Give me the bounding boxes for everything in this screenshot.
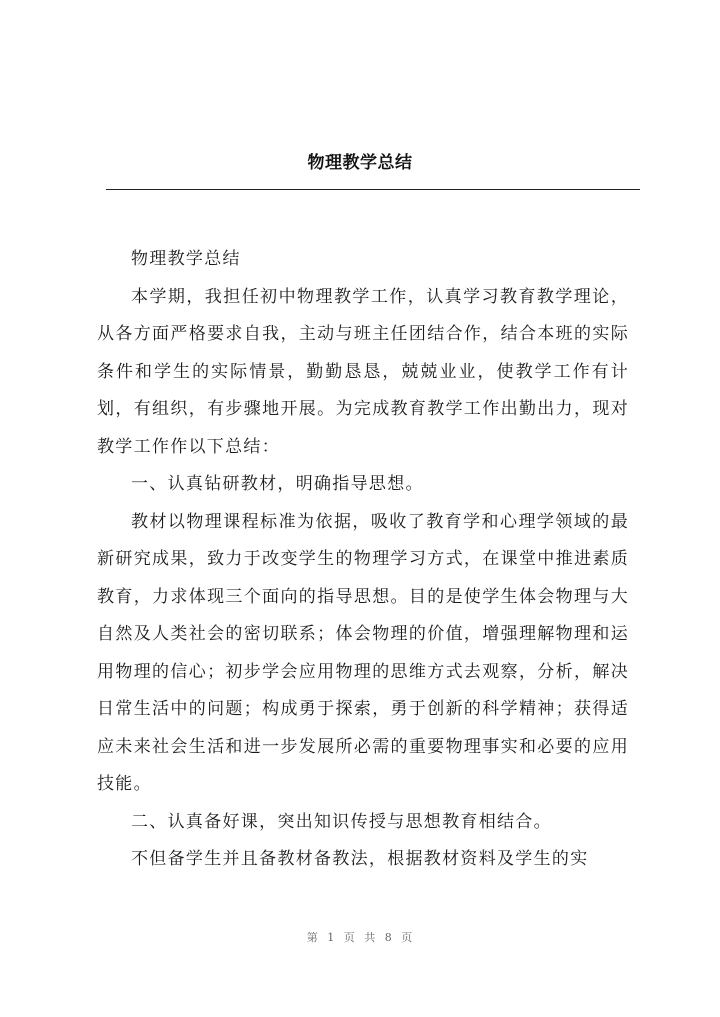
section-heading-1: 一、认真钻研教材，明确指导思想。 [131, 474, 424, 494]
page-number-footer: 第 1 页 共 8 页 [306, 931, 414, 944]
title-underline [106, 189, 640, 190]
paragraph-section-2: 不但备学生并且备教材备教法，根据教材资料及学生的实 [131, 849, 589, 869]
paragraph-heading: 物理教学总结 [131, 249, 241, 269]
paragraph-section-1: 教材以物理课程标准为依据，吸收了教育学和心理学领域的最新研究成果，致力于改变学生的物理学习方式，在课堂中推进素质教育，力求体现三个面向的指导思想。目的是使学生体会物理与大自然及人类社会的密切联系；体会物理的价值，增强理解物理和运用物理的信心；初步学会应用物理的思维方式去观察，分析，解决日常生活中的问题；构成勇于探索，勇于创新的科学精神；获得适应未来社会生活和进一步发展所必需的重要物理事实和必要的应用技能。 [97, 511, 629, 794]
paragraph-intro: 本学期，我担任初中物理教学工作，认真学习教育教学理论，从各方面严格要求自我，主动与班主任团结合作，结合本班的实际条件和学生的实际情景，勤勤恳恳，兢兢业业，使教学工作有计划，有组织，有步骤地开展。为完成教育教学工作出勤出力，现对教学工作作以下总结： [97, 286, 629, 457]
document-body [97, 241, 629, 879]
section-heading-2: 二、认真备好课，突出知识传授与思想教育相结合。 [131, 811, 552, 832]
page-title: 物理教学总结 [307, 153, 413, 173]
